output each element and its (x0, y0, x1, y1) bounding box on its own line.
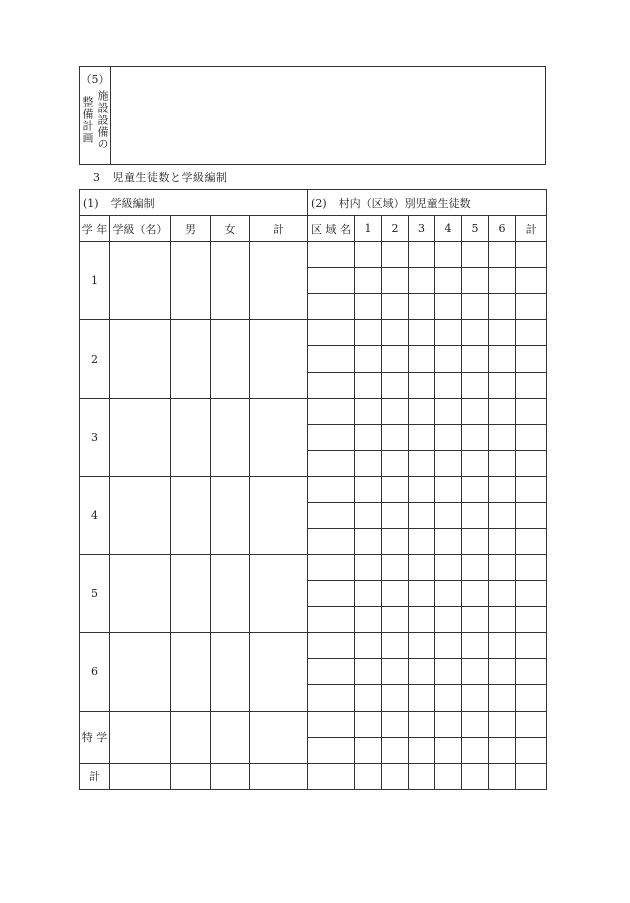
female-count-cell[interactable] (211, 711, 250, 763)
district-grade-2-cell[interactable] (382, 398, 409, 424)
district-grade-3-cell[interactable] (409, 242, 435, 268)
district-grade-4-cell[interactable] (435, 424, 462, 450)
district-name-cell[interactable] (308, 320, 355, 346)
district-grade-6-cell[interactable] (489, 242, 516, 268)
class-count-cell[interactable] (110, 633, 171, 711)
table-row (80, 242, 547, 268)
table-row (80, 476, 547, 502)
district-name-cell[interactable] (308, 268, 355, 294)
district-grade-4-cell[interactable] (435, 268, 462, 294)
district-grade-4-cell[interactable] (435, 476, 462, 502)
total-row (80, 763, 547, 789)
male-count-cell[interactable] (171, 476, 211, 554)
header-district-total: 計 (516, 216, 547, 242)
table-row (80, 633, 547, 659)
class-total-cell[interactable] (250, 711, 308, 763)
district-total-cell[interactable] (516, 320, 547, 346)
district-grade-1-cell[interactable] (355, 555, 382, 581)
total-grade-3-cell[interactable] (409, 763, 435, 789)
grade-label: 4 (80, 476, 110, 554)
district-grade-5-cell[interactable] (462, 659, 489, 685)
header-grade-6: 6 (489, 216, 516, 242)
district-grade-6-cell[interactable] (489, 450, 516, 476)
district-grade-2-cell[interactable] (382, 294, 409, 320)
total-class-count-cell[interactable] (110, 763, 171, 789)
header-grade-3: 3 (409, 216, 435, 242)
class-total-cell[interactable] (250, 320, 308, 398)
district-grade-4-cell[interactable] (435, 555, 462, 581)
district-grade-4-cell[interactable] (435, 398, 462, 424)
facility-plan-label-col2: 整備計画 (81, 96, 94, 144)
district-name-cell[interactable] (308, 555, 355, 581)
district-grade-1-cell[interactable] (355, 294, 382, 320)
header-district: 区 域 名 (308, 216, 355, 242)
district-total-cell[interactable] (516, 502, 547, 528)
district-grade-3-cell[interactable] (409, 555, 435, 581)
header-grade-2: 2 (382, 216, 409, 242)
header-male: 男 (171, 216, 211, 242)
district-grade-6-cell[interactable] (489, 294, 516, 320)
district-total-cell[interactable] (516, 294, 547, 320)
total-district-name-cell[interactable] (308, 763, 355, 789)
district-grade-4-cell[interactable] (435, 502, 462, 528)
total-row-label: 計 (80, 763, 110, 789)
district-grade-2-cell[interactable] (382, 737, 409, 763)
district-total-cell[interactable] (516, 372, 547, 398)
grade-label: 5 (80, 555, 110, 633)
male-count-cell[interactable] (171, 398, 211, 476)
district-grade-5-cell[interactable] (462, 398, 489, 424)
grade-label: 2 (80, 320, 110, 398)
district-name-cell[interactable] (308, 450, 355, 476)
district-grade-5-cell[interactable] (462, 424, 489, 450)
district-grade-2-cell[interactable] (382, 450, 409, 476)
district-grade-6-cell[interactable] (489, 424, 516, 450)
district-grade-3-cell[interactable] (409, 476, 435, 502)
student-count-table (79, 189, 547, 790)
district-grade-3-cell[interactable] (409, 581, 435, 607)
district-name-cell[interactable] (308, 242, 355, 268)
male-count-cell[interactable] (171, 242, 211, 320)
district-total-cell[interactable] (516, 242, 547, 268)
header-grade-1: 1 (355, 216, 382, 242)
female-count-cell[interactable] (211, 242, 250, 320)
district-grade-6-cell[interactable] (489, 581, 516, 607)
district-grade-1-cell[interactable] (355, 659, 382, 685)
class-total-cell[interactable] (250, 242, 308, 320)
female-count-cell[interactable] (211, 320, 250, 398)
district-grade-1-cell[interactable] (355, 320, 382, 346)
facility-plan-table (79, 66, 546, 165)
district-name-cell[interactable] (308, 607, 355, 633)
district-total-cell[interactable] (516, 659, 547, 685)
district-grade-5-cell[interactable] (462, 581, 489, 607)
district-grade-1-cell[interactable] (355, 607, 382, 633)
district-grade-2-cell[interactable] (382, 633, 409, 659)
district-grade-1-cell[interactable] (355, 633, 382, 659)
district-grade-3-cell[interactable] (409, 659, 435, 685)
district-grade-5-cell[interactable] (462, 502, 489, 528)
district-name-cell[interactable] (308, 346, 355, 372)
district-grade-6-cell[interactable] (489, 633, 516, 659)
header-female: 女 (211, 216, 250, 242)
district-grade-6-cell[interactable] (489, 346, 516, 372)
district-total-cell[interactable] (516, 685, 547, 711)
district-grade-5-cell[interactable] (462, 320, 489, 346)
district-name-cell[interactable] (308, 502, 355, 528)
district-grade-6-cell[interactable] (489, 320, 516, 346)
district-grade-2-cell[interactable] (382, 372, 409, 398)
district-grade-5-cell[interactable] (462, 346, 489, 372)
district-grade-6-cell[interactable] (489, 607, 516, 633)
district-grade-6-cell[interactable] (489, 711, 516, 737)
male-count-cell[interactable] (171, 711, 211, 763)
total-grade-1-cell[interactable] (355, 763, 382, 789)
facility-plan-label (80, 67, 111, 165)
district-grade-5-cell[interactable] (462, 242, 489, 268)
table-row (80, 398, 547, 424)
district-grade-1-cell[interactable] (355, 242, 382, 268)
district-grade-6-cell[interactable] (489, 398, 516, 424)
district-total-cell[interactable] (516, 607, 547, 633)
district-name-cell[interactable] (308, 685, 355, 711)
district-grade-4-cell[interactable] (435, 294, 462, 320)
district-grade-5-cell[interactable] (462, 737, 489, 763)
district-name-cell[interactable] (308, 633, 355, 659)
district-grade-2-cell[interactable] (382, 502, 409, 528)
district-grade-4-cell[interactable] (435, 737, 462, 763)
total-grade-2-cell[interactable] (382, 763, 409, 789)
female-count-cell[interactable] (211, 398, 250, 476)
district-grade-2-cell[interactable] (382, 581, 409, 607)
class-count-cell[interactable] (110, 476, 171, 554)
district-grade-5-cell[interactable] (462, 450, 489, 476)
district-grade-4-cell[interactable] (435, 242, 462, 268)
table-row (80, 320, 547, 346)
district-grade-2-cell[interactable] (382, 320, 409, 346)
district-grade-4-cell[interactable] (435, 659, 462, 685)
header-grade: 学 年 (80, 216, 110, 242)
district-grade-3-cell[interactable] (409, 424, 435, 450)
district-section-heading (308, 190, 547, 216)
district-total-cell[interactable] (516, 529, 547, 555)
district-grade-5-cell[interactable] (462, 685, 489, 711)
district-grade-2-cell[interactable] (382, 476, 409, 502)
district-grade-1-cell[interactable] (355, 581, 382, 607)
district-grade-4-cell[interactable] (435, 685, 462, 711)
section3-title: 児童生徒数と学級編制 (112, 171, 228, 184)
female-count-cell[interactable] (211, 555, 250, 633)
district-grade-4-cell[interactable] (435, 320, 462, 346)
male-count-cell[interactable] (171, 555, 211, 633)
district-grade-3-cell[interactable] (409, 320, 435, 346)
district-grade-4-cell[interactable] (435, 346, 462, 372)
district-grade-5-cell[interactable] (462, 555, 489, 581)
district-name-cell[interactable] (308, 711, 355, 737)
district-grade-6-cell[interactable] (489, 502, 516, 528)
district-grade-4-cell[interactable] (435, 581, 462, 607)
district-grade-1-cell[interactable] (355, 450, 382, 476)
district-grade-2-cell[interactable] (382, 268, 409, 294)
district-name-cell[interactable] (308, 737, 355, 763)
district-grade-3-cell[interactable] (409, 502, 435, 528)
district-total-cell[interactable] (516, 476, 547, 502)
district-grade-3-cell[interactable] (409, 450, 435, 476)
district-name-cell[interactable] (308, 581, 355, 607)
female-count-cell[interactable] (211, 633, 250, 711)
district-grade-5-cell[interactable] (462, 294, 489, 320)
total-male-cell[interactable] (171, 763, 211, 789)
district-grade-5-cell[interactable] (462, 633, 489, 659)
district-number: (2) (311, 196, 327, 210)
district-grade-1-cell[interactable] (355, 529, 382, 555)
district-grade-6-cell[interactable] (489, 685, 516, 711)
district-grade-6-cell[interactable] (489, 555, 516, 581)
header-grade-5: 5 (462, 216, 489, 242)
district-grade-3-cell[interactable] (409, 737, 435, 763)
district-total-cell[interactable] (516, 737, 547, 763)
header-total: 計 (250, 216, 308, 242)
district-grade-6-cell[interactable] (489, 268, 516, 294)
table-row (80, 711, 547, 737)
district-grade-3-cell[interactable] (409, 529, 435, 555)
district-grade-4-cell[interactable] (435, 711, 462, 737)
district-name-cell[interactable] (308, 294, 355, 320)
district-total-cell[interactable] (516, 424, 547, 450)
grade-label: 特 学 (80, 711, 110, 763)
district-name-cell[interactable] (308, 659, 355, 685)
total-female-cell[interactable] (211, 763, 250, 789)
district-grade-1-cell[interactable] (355, 685, 382, 711)
district-grade-4-cell[interactable] (435, 633, 462, 659)
district-grade-3-cell[interactable] (409, 268, 435, 294)
district-grade-3-cell[interactable] (409, 607, 435, 633)
district-total-cell[interactable] (516, 555, 547, 581)
district-grade-2-cell[interactable] (382, 424, 409, 450)
district-total-cell[interactable] (516, 633, 547, 659)
district-grade-2-cell[interactable] (382, 607, 409, 633)
district-name-cell[interactable] (308, 476, 355, 502)
district-grade-1-cell[interactable] (355, 502, 382, 528)
district-grade-2-cell[interactable] (382, 529, 409, 555)
district-total-cell[interactable] (516, 346, 547, 372)
district-grade-5-cell[interactable] (462, 268, 489, 294)
class-total-cell[interactable] (250, 633, 308, 711)
grade-label: 1 (80, 242, 110, 320)
grade-label: 6 (80, 633, 110, 711)
district-grade-1-cell[interactable] (355, 268, 382, 294)
district-grade-1-cell[interactable] (355, 372, 382, 398)
district-grade-5-cell[interactable] (462, 372, 489, 398)
total-district-total-cell[interactable] (516, 763, 547, 789)
district-grade-6-cell[interactable] (489, 372, 516, 398)
total-class-total-cell[interactable] (250, 763, 308, 789)
district-grade-2-cell[interactable] (382, 242, 409, 268)
district-grade-4-cell[interactable] (435, 450, 462, 476)
district-name-cell[interactable] (308, 529, 355, 555)
class-total-cell[interactable] (250, 555, 308, 633)
female-count-cell[interactable] (211, 476, 250, 554)
class-total-cell[interactable] (250, 476, 308, 554)
district-grade-4-cell[interactable] (435, 529, 462, 555)
class-org-section-heading (80, 190, 308, 216)
class-org-number: (1) (83, 196, 99, 210)
district-grade-3-cell[interactable] (409, 372, 435, 398)
class-count-cell[interactable] (110, 398, 171, 476)
district-grade-5-cell[interactable] (462, 711, 489, 737)
facility-plan-number: （5） (80, 73, 110, 86)
total-grade-6-cell[interactable] (489, 763, 516, 789)
district-total-cell[interactable] (516, 268, 547, 294)
district-grade-5-cell[interactable] (462, 529, 489, 555)
district-grade-3-cell[interactable] (409, 633, 435, 659)
district-grade-2-cell[interactable] (382, 555, 409, 581)
facility-plan-label-col1: 施設設備の (96, 90, 109, 150)
table-row (80, 555, 547, 581)
district-grade-4-cell[interactable] (435, 607, 462, 633)
district-name-cell[interactable] (308, 424, 355, 450)
district-grade-1-cell[interactable] (355, 737, 382, 763)
total-grade-5-cell[interactable] (462, 763, 489, 789)
district-name-cell[interactable] (308, 398, 355, 424)
district-grade-1-cell[interactable] (355, 346, 382, 372)
district-grade-2-cell[interactable] (382, 685, 409, 711)
district-grade-5-cell[interactable] (462, 476, 489, 502)
class-count-cell[interactable] (110, 555, 171, 633)
district-grade-2-cell[interactable] (382, 711, 409, 737)
district-grade-6-cell[interactable] (489, 659, 516, 685)
class-total-cell[interactable] (250, 398, 308, 476)
district-grade-6-cell[interactable] (489, 529, 516, 555)
district-grade-1-cell[interactable] (355, 398, 382, 424)
male-count-cell[interactable] (171, 320, 211, 398)
header-classes: 学級（名） (110, 216, 171, 242)
district-total-cell[interactable] (516, 450, 547, 476)
district-grade-2-cell[interactable] (382, 659, 409, 685)
district-grade-1-cell[interactable] (355, 424, 382, 450)
grade-label: 3 (80, 398, 110, 476)
class-count-cell[interactable] (110, 320, 171, 398)
district-total-cell[interactable] (516, 581, 547, 607)
district-total-cell[interactable] (516, 398, 547, 424)
total-grade-4-cell[interactable] (435, 763, 462, 789)
district-grade-5-cell[interactable] (462, 607, 489, 633)
district-grade-3-cell[interactable] (409, 398, 435, 424)
male-count-cell[interactable] (171, 633, 211, 711)
district-grade-3-cell[interactable] (409, 685, 435, 711)
district-grade-6-cell[interactable] (489, 737, 516, 763)
district-grade-3-cell[interactable] (409, 346, 435, 372)
district-grade-1-cell[interactable] (355, 476, 382, 502)
district-title: 村内（区域）別児童生徒数 (338, 196, 471, 210)
district-grade-3-cell[interactable] (409, 711, 435, 737)
district-total-cell[interactable] (516, 711, 547, 737)
district-grade-3-cell[interactable] (409, 294, 435, 320)
facility-plan-content[interactable] (111, 67, 546, 165)
district-grade-4-cell[interactable] (435, 372, 462, 398)
district-name-cell[interactable] (308, 372, 355, 398)
section3-number: 3 (93, 171, 101, 184)
section3-heading (93, 169, 228, 185)
class-org-title: 学級編制 (110, 196, 155, 210)
class-count-cell[interactable] (110, 242, 171, 320)
district-grade-1-cell[interactable] (355, 711, 382, 737)
district-grade-6-cell[interactable] (489, 476, 516, 502)
district-grade-2-cell[interactable] (382, 346, 409, 372)
header-grade-4: 4 (435, 216, 462, 242)
class-count-cell[interactable] (110, 711, 171, 763)
